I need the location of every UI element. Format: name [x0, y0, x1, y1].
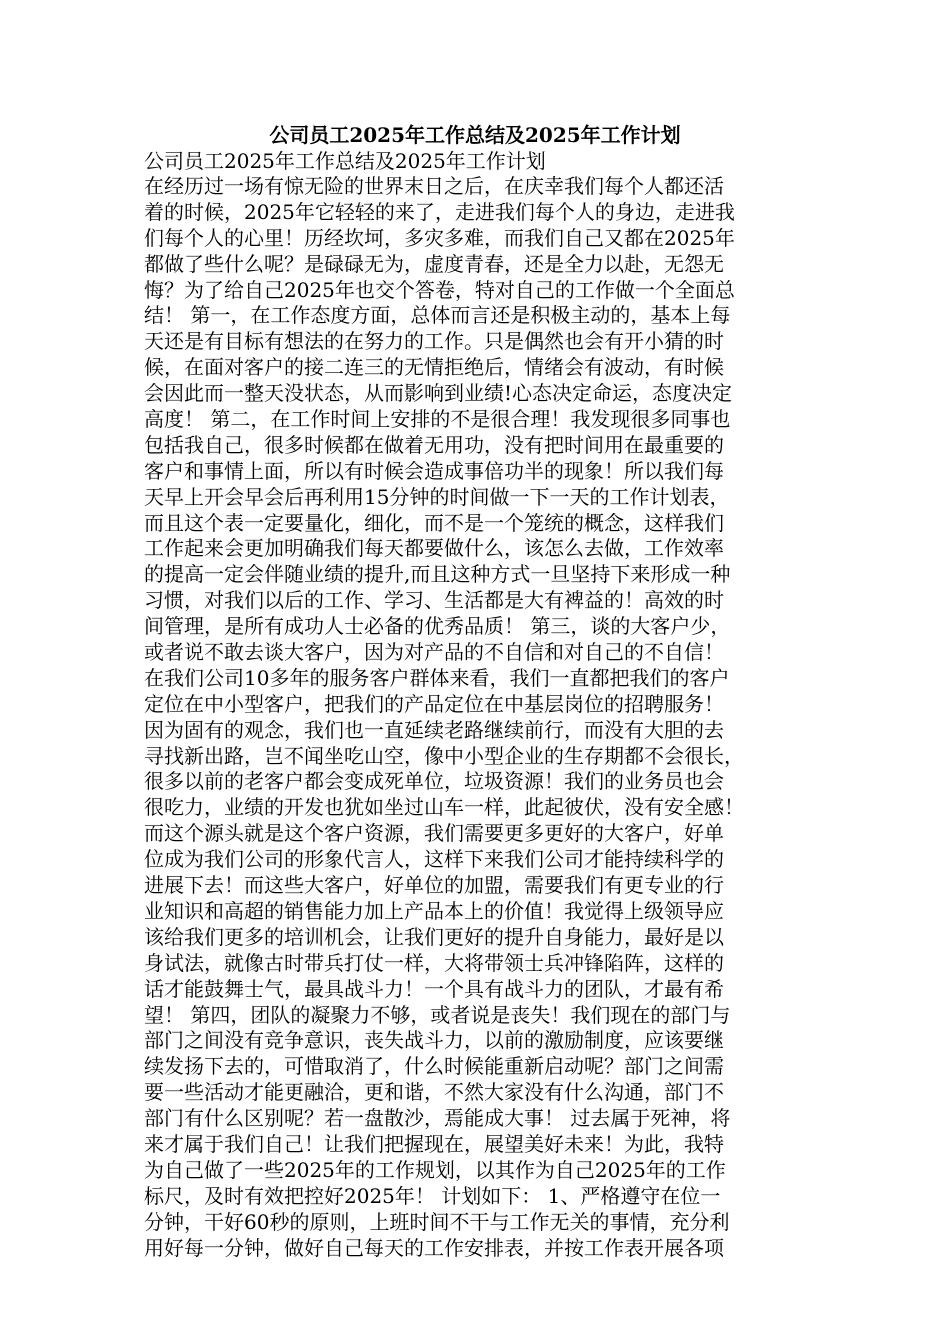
- body-line: 工作起来会更加明确我们每天都要做什么，该怎么去做，工作效率: [144, 536, 724, 561]
- body-line: 而这个源头就是这个客户资源，我们需要更多更好的大客户，好单: [144, 821, 724, 846]
- body-line: 候，在面对客户的接二连三的无情拒绝后，情绪会有波动，有时候: [144, 355, 724, 380]
- body-line: 在经历过一场有惊无险的世界末日之后，在庆幸我们每个人都还活: [144, 174, 724, 198]
- body-line: 的提高一定会伴随业绩的提升,而且这种方式一旦坚持下来形成一种: [144, 562, 731, 587]
- body-line: 分钟，干好60秒的原则，上班时间不干与工作无关的事情，充分利: [144, 1209, 730, 1234]
- body-line: 进展下去！而这些大客户，好单位的加盟，需要我们有更专业的行: [144, 873, 724, 898]
- body-line: 天还是有目标有想法的在努力的工作。只是偶然也会有开小猜的时: [144, 329, 724, 354]
- body-line: 很吃力，业绩的开发也犹如坐过山车一样，此起彼伏，没有安全感！: [144, 795, 744, 820]
- body-line: 而且这个表一定要量化，细化，而不是一个笼统的概念，这样我们: [144, 510, 724, 535]
- document-title: 公司员工2025年工作总结及2025年工作计划: [269, 123, 681, 147]
- body-line: 客户和事情上面，所以有时候会造成事倍功半的现象！所以我们每: [144, 458, 724, 483]
- body-line: 续发扬下去的，可惜取消了，什么时候能重新启动呢？部门之间需: [144, 1054, 724, 1079]
- body-line: 望！ 第四，团队的凝聚力不够，或者说是丧失！我们现在的部门与: [144, 1002, 731, 1027]
- body-line: 定位在中小型客户，把我们的产品定位在中基层岗位的招聘服务！: [144, 691, 724, 716]
- body-line: 为自己做了一些2025年的工作规划，以其作为自己2025年的工作: [144, 1157, 726, 1182]
- body-line: 部门有什么区别呢？若一盘散沙，焉能成大事！ 过去属于死神，将: [144, 1106, 731, 1131]
- body-line: 话才能鼓舞士气，最具战斗力！一个具有战斗力的团队，才最有希: [144, 976, 724, 1001]
- document-subtitle: 公司员工2025年工作总结及2025年工作计划: [144, 149, 546, 173]
- body-line: 或者说不敢去谈大客户，因为对产品的不自信和对自己的不自信！: [144, 640, 724, 665]
- body-line: 习惯，对我们以后的工作、学习、生活都是大有裨益的！高效的时: [144, 588, 724, 613]
- body-line: 天早上开会早会后再利用15分钟的时间做一下一天的工作计划表，: [144, 484, 730, 509]
- body-line: 身试法，就像古时带兵打仗一样，大将带领士兵冲锋陷阵，这样的: [144, 950, 724, 975]
- body-line: 着的时候，2025年它轻轻的来了，走进我们每个人的身边，走进我: [144, 199, 735, 224]
- body-line: 在我们公司10多年的服务客户群体来看，我们一直都把我们的客户: [144, 665, 730, 690]
- body-line: 很多以前的老客户都会变成死单位，垃圾资源！我们的业务员也会: [144, 769, 724, 794]
- body-line: 们每个人的心里！历经坎坷，多灾多难，而我们自己又都在2025年: [144, 225, 735, 250]
- body-line: 高度！ 第二，在工作时间上安排的不是很合理！我发现很多同事也: [144, 407, 731, 432]
- body-line: 位成为我们公司的形象代言人，这样下来我们公司才能持续科学的: [144, 847, 724, 872]
- body-line: 用好每一分钟，做好自己每天的工作安排表，并按工作表开展各项: [144, 1235, 724, 1260]
- body-line: 部门之间没有竞争意识，丧失战斗力，以前的激励制度，应该要继: [144, 1028, 724, 1053]
- body-line: 因为固有的观念，我们也一直延续老路继续前行，而没有大胆的去: [144, 717, 724, 742]
- document-body: [144, 174, 806, 1261]
- body-line: 悔？为了给自己2025年也交个答卷，特对自己的工作做一个全面总: [144, 277, 735, 302]
- body-line: 要一些活动才能更融洽，更和谐，不然大家没有什么沟通，部门不: [144, 1080, 724, 1105]
- body-line: 间管理，是所有成功人士必备的优秀品质！ 第三，谈的大客户少，: [144, 614, 731, 639]
- body-line: 标尺，及时有效把控好2025年！ 计划如下： 1、严格遵守在位一: [144, 1183, 721, 1208]
- body-line: 结！ 第一，在工作态度方面，总体而言还是积极主动的，基本上每: [144, 303, 731, 328]
- body-line: 包括我自己，很多时候都在做着无用功，没有把时间用在最重要的: [144, 432, 724, 457]
- body-line: 都做了些什么呢？是碌碌无为，虚度青春，还是全力以赴，无怨无: [144, 251, 724, 276]
- body-line: 该给我们更多的培训机会，让我们更好的提升自身能力，最好是以: [144, 924, 724, 949]
- body-line: 会因此而一整天没状态，从而影响到业绩!心态决定命运，态度决定: [144, 381, 733, 406]
- body-line: 寻找新出路，岂不闻坐吃山空，像中小型企业的生存期都不会很长，: [144, 743, 744, 768]
- body-line: 业知识和高超的销售能力加上产品本上的价值！我觉得上级领导应: [144, 898, 724, 923]
- body-line: 来才属于我们自己！让我们把握现在，展望美好未来！为此，我特: [144, 1131, 724, 1156]
